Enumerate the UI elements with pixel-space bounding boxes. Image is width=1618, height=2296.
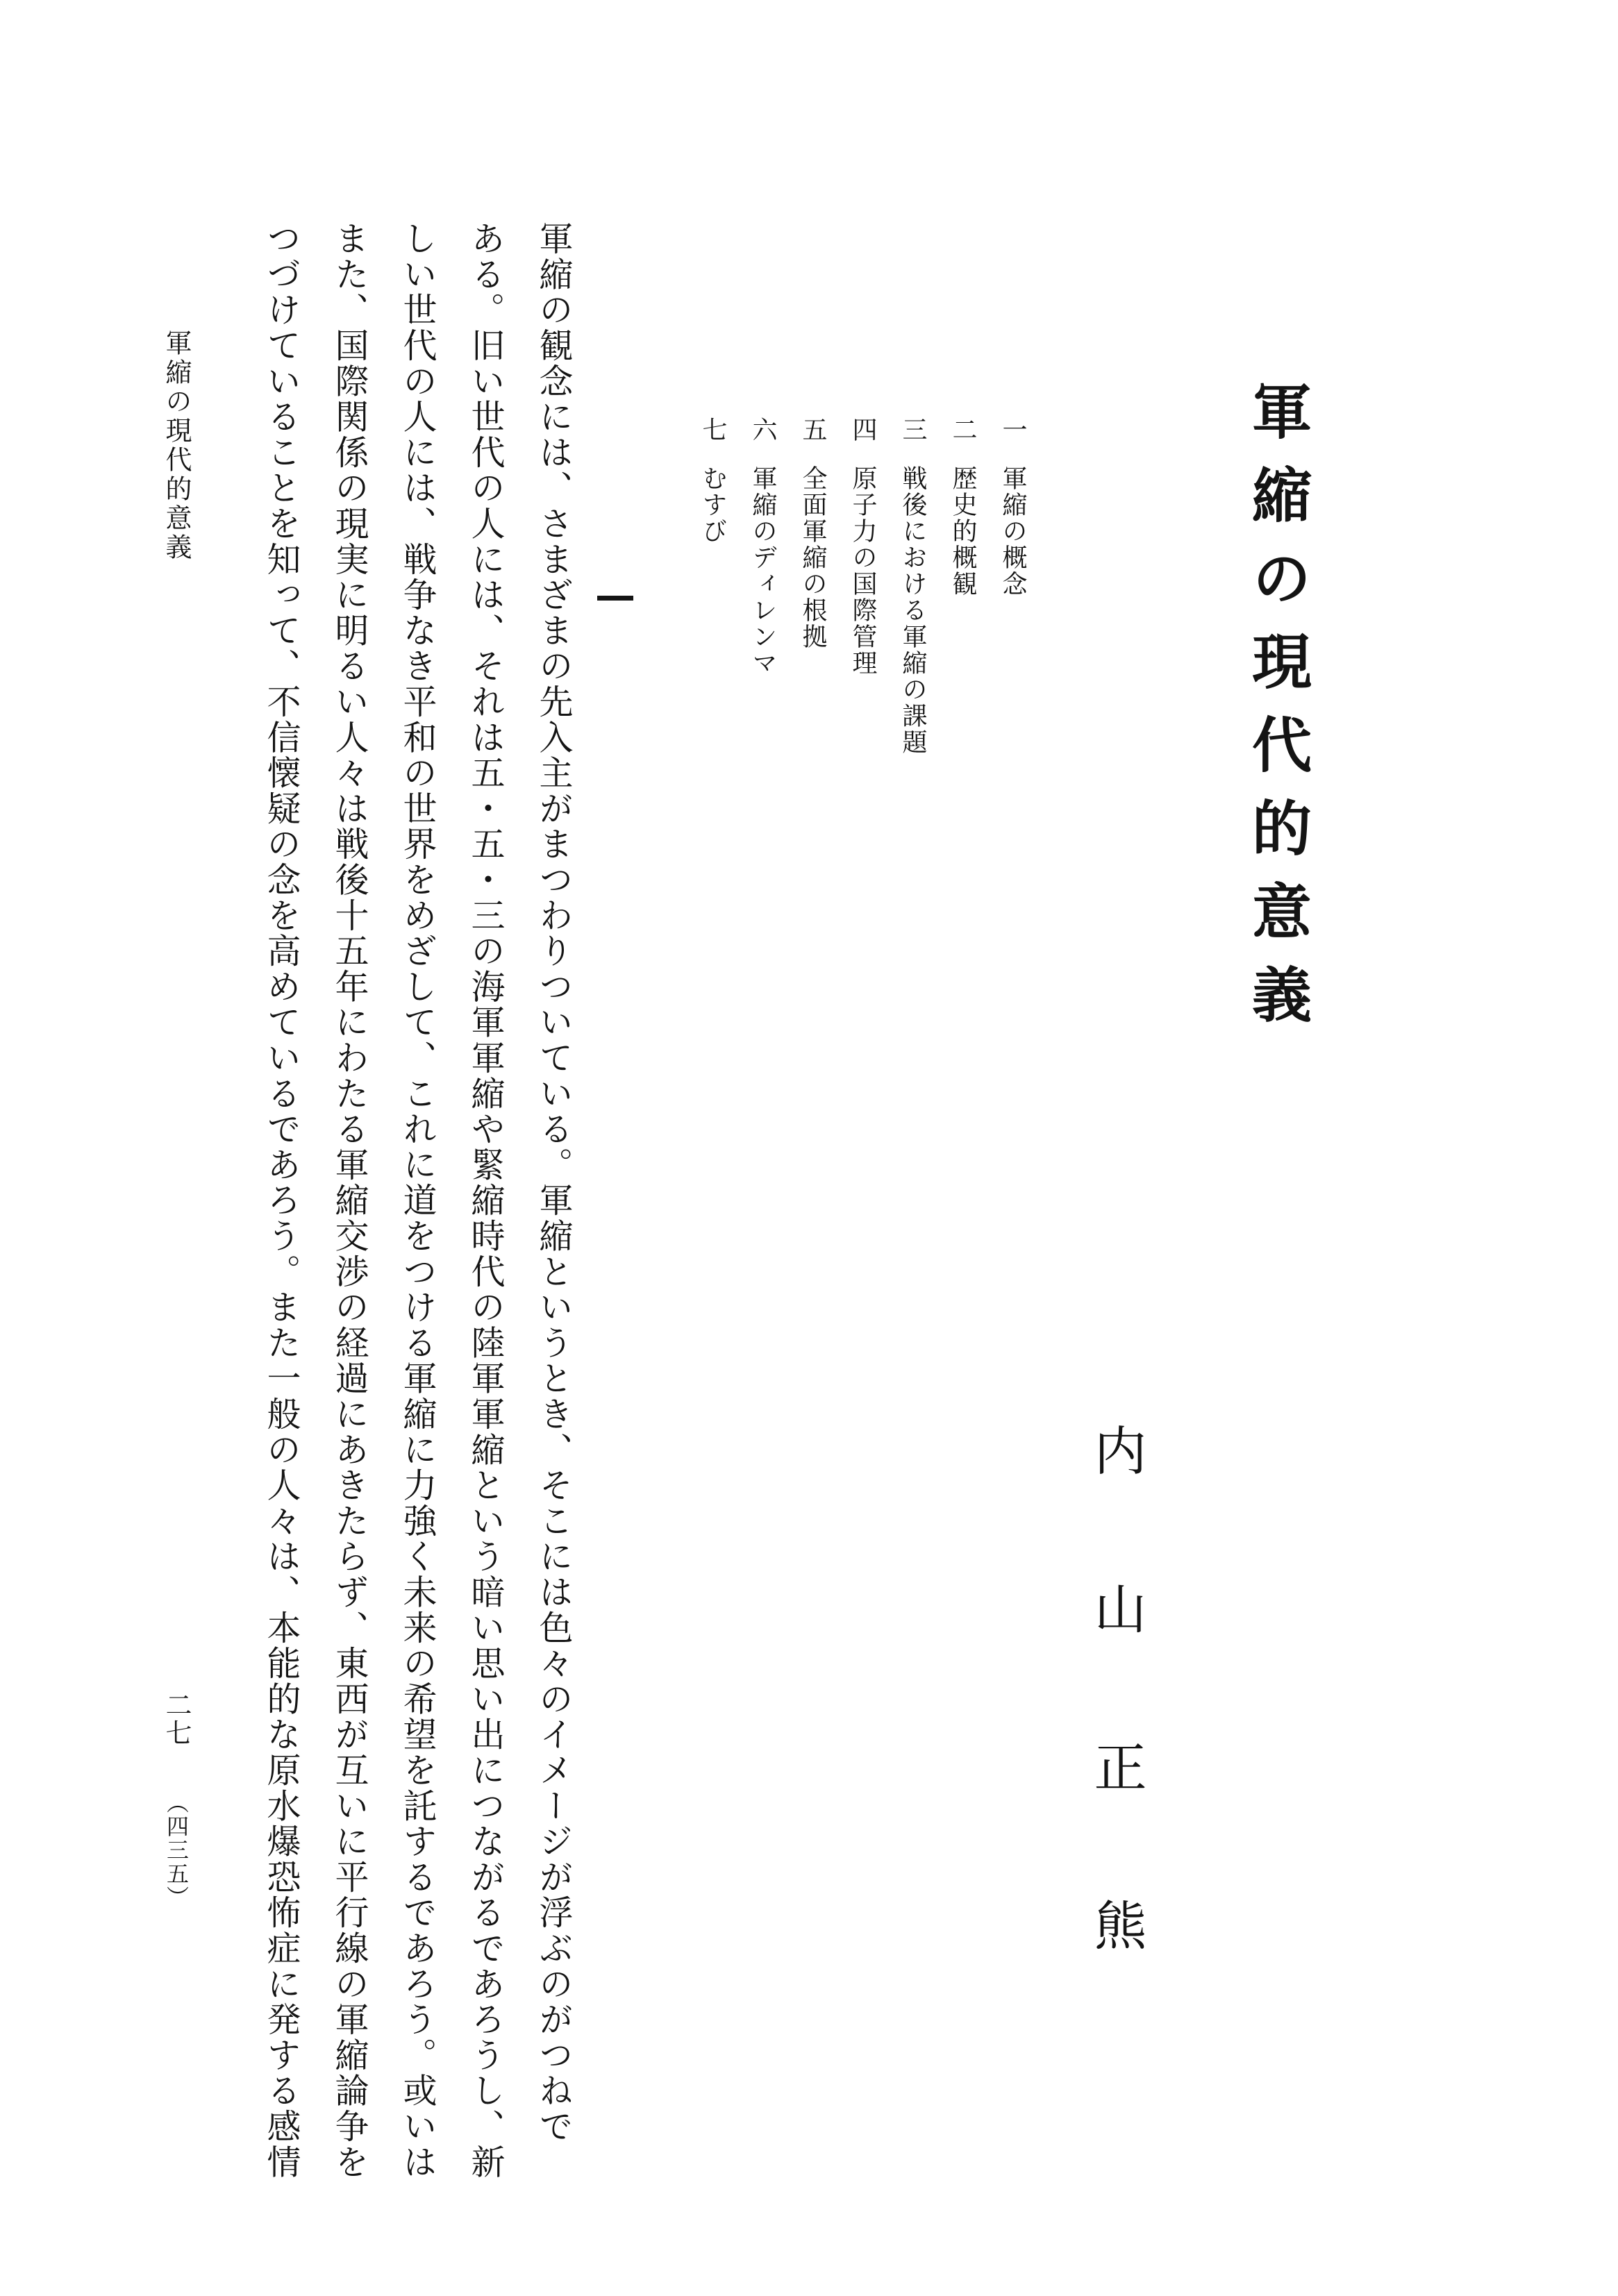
toc-item-label: 軍縮のディレンマ	[749, 465, 777, 676]
table-of-contents	[687, 417, 1035, 903]
toc-item-number: 七	[699, 417, 727, 442]
body-text-column: しい世代の人には、戦争なき平和の世界をめざして、これに道をつける軍縮に力強く未来の希望を託するであろう。或いは	[398, 221, 437, 2180]
toc-item	[897, 417, 928, 755]
toc-item-number: 六	[749, 417, 777, 442]
toc-item-label: 軍縮の概念	[999, 465, 1027, 597]
body-text-column: ある。旧い世代の人には、それは五・五・三の海軍軍縮や緊縮時代の陸軍軍縮という暗い思い出につながるであろうし、新	[466, 221, 506, 2180]
body-text-column: つづけていることを知って、不信懐疑の念を高めているであろう。また一般の人々は、本能的な原水爆恐怖症に発する感情	[262, 221, 301, 2180]
running-head: 軍縮の現代的意義	[161, 329, 192, 562]
body-text	[208, 0, 574, 2296]
toc-item-number: 四	[849, 417, 877, 442]
body-text-column: また、国際関係の現実に明るい人々は戦後十五年にわたる軍縮交渉の経過にあきたらず、東西が互いに平行線の軍縮論争を	[330, 221, 369, 2180]
toc-item-label: 原子力の国際管理	[849, 465, 877, 676]
body-text-column: 軍縮の観念には、さまざまの先入主がまつわりついている。軍縮というとき、そこには色々のイメージが浮ぶのがつねで	[534, 221, 574, 2145]
toc-item-number: 一	[999, 417, 1027, 442]
toc-item	[997, 417, 1028, 597]
page-title: 軍縮の現代的意義	[1242, 380, 1312, 1047]
toc-item	[847, 417, 878, 676]
author-name: 内山正熊	[1085, 1423, 1147, 2056]
section-heading	[597, 596, 633, 601]
toc-item	[697, 417, 728, 544]
toc-item-label: 全面軍縮の根拠	[799, 465, 827, 650]
toc-item	[947, 417, 978, 597]
page-number: 二七	[161, 1691, 192, 1747]
toc-item	[747, 417, 778, 676]
toc-item-label: むすび	[699, 465, 727, 544]
toc-item-label: 歴史的概観	[949, 465, 977, 597]
toc-item	[797, 417, 828, 650]
toc-item-label: 戦後における軍縮の課題	[899, 465, 927, 755]
volume-page-number: （四三五）	[163, 1791, 190, 1909]
toc-item-number: 五	[799, 417, 827, 442]
toc-item-number: 三	[899, 417, 927, 442]
toc-item-number: 二	[949, 417, 977, 442]
